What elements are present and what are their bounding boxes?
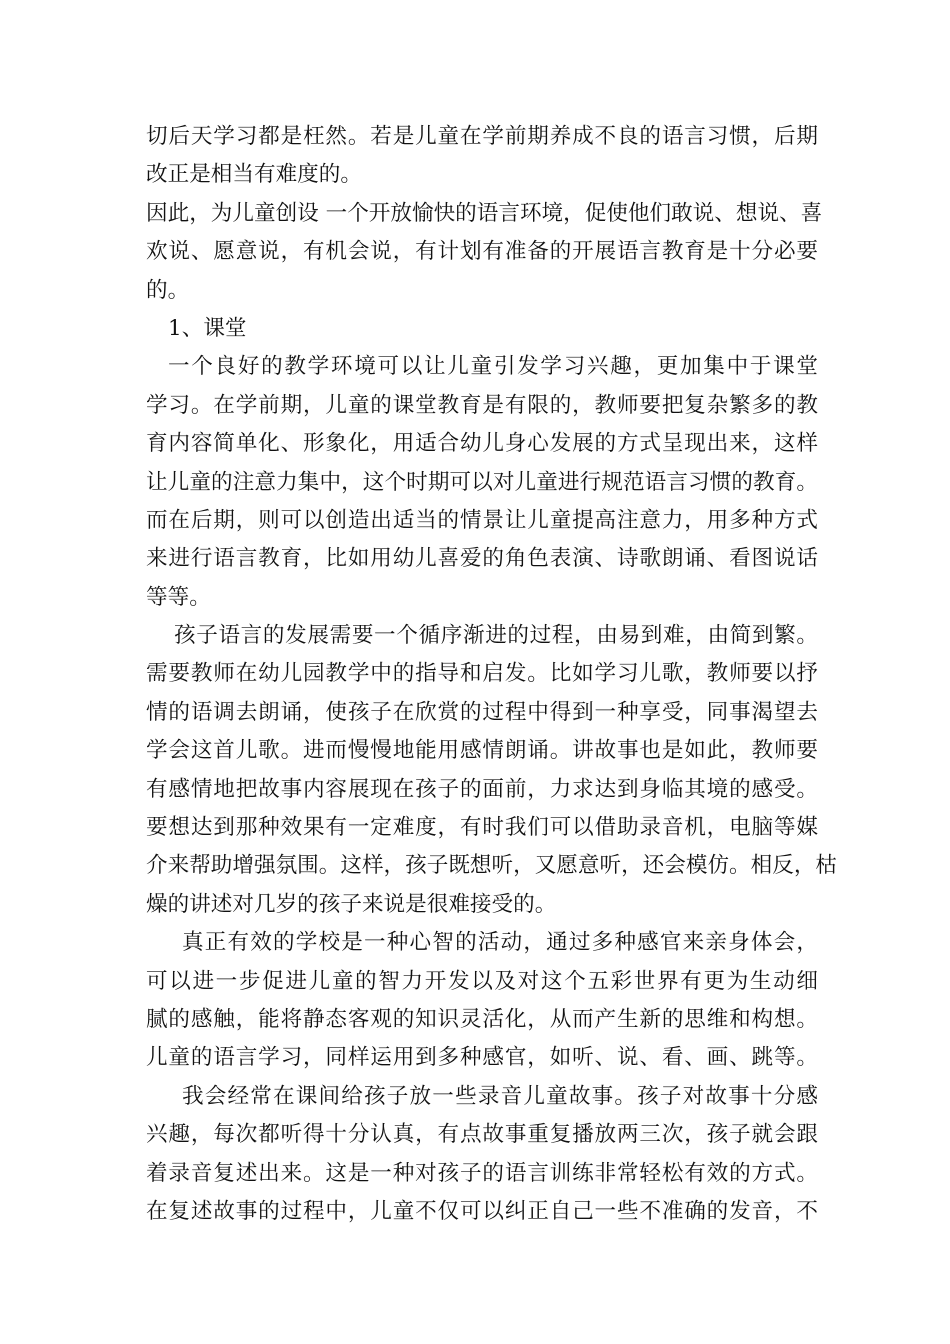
text-line: 腻的感触，能将静态客观的知识灵活化，从而产生新的思维和构想。 [146, 1006, 818, 1032]
text-line: 情的语调去朗诵，使孩子在欣赏的过程中得到一种享受，同事渴望去 [146, 699, 818, 725]
body-text [146, 118, 838, 1231]
text-line: 儿童的语言学习，同样运用到多种感官，如听、说、看、画、跳等。 [146, 1045, 818, 1071]
text-line: 燥的讲述对几岁的孩子来说是很难接受的。 [146, 891, 557, 917]
text-line: 介来帮助增强氛围。这样，孩子既想听，又愿意听，还会模仿。相反，枯 [146, 853, 838, 879]
text-line: 学会这首儿歌。进而慢慢地能用感情朗诵。讲故事也是如此，教师要 [146, 738, 818, 764]
text-line: 来进行语言教育，比如用幼儿喜爱的角色表演、诗歌朗诵、看图说话 [146, 546, 818, 572]
text-line: 兴趣，每次都听得十分认真，有点故事重复播放两三次，孩子就会跟 [146, 1122, 818, 1148]
text-line: 有感情地把故事内容展现在孩子的面前，力求达到身临其境的感受。 [146, 776, 818, 802]
text-line: 真正有效的学校是一种心智的活动，通过多种感官来亲身体会， [182, 930, 818, 956]
text-line: 着录音复述出来。这是一种对孩子的语言训练非常轻松有效的方式。 [146, 1160, 818, 1186]
text-line: 让儿童的注意力集中，这个时期可以对儿童进行规范语言习惯的教育。 [146, 469, 818, 495]
text-line: 育内容简单化、形象化，用适合幼儿身心发展的方式呈现出来，这样 [146, 431, 818, 457]
text-line: 要想达到那种效果有一定难度，有时我们可以借助录音机，电脑等媒 [146, 815, 818, 841]
text-line: 因此，为儿童创设 一个开放愉快的语言环境，促使他们敢说、想说、喜 [146, 200, 823, 226]
section-heading: 1、课堂 [168, 315, 247, 341]
text-line: 等等。 [146, 584, 211, 610]
text-line: 在复述故事的过程中，儿童不仅可以纠正自己一些不准确的发音，不 [146, 1198, 818, 1224]
text-line: 我会经常在课间给孩子放一些录音儿童故事。孩子对故事十分感 [182, 1083, 818, 1109]
text-line: 学习。在学前期，儿童的课堂教育是有限的，教师要把复杂繁多的教 [146, 392, 818, 418]
text-line: 欢说、愿意说，有机会说，有计划有准备的开展语言教育是十分必要 [146, 239, 818, 265]
text-line: 孩子语言的发展需要一个循序渐进的过程，由易到难，由简到繁。 [174, 623, 818, 649]
text-line: 改正是相当有难度的。 [146, 162, 362, 188]
text-line: 而在后期，则可以创造出适当的情景让儿童提高注意力，用多种方式 [146, 507, 818, 533]
text-line: 切后天学习都是枉然。若是儿童在学前期养成不良的语言习惯，后期 [146, 124, 818, 149]
text-line: 需要教师在幼儿园教学中的指导和启发。比如学习儿歌，教师要以抒 [146, 661, 818, 687]
text-line: 的。 [146, 277, 190, 303]
text-line: 一个良好的教学环境可以让儿童引发学习兴趣，更加集中于课堂 [168, 354, 818, 380]
text-line: 可以进一步促进儿童的智力开发以及对这个五彩世界有更为生动细 [146, 968, 818, 994]
